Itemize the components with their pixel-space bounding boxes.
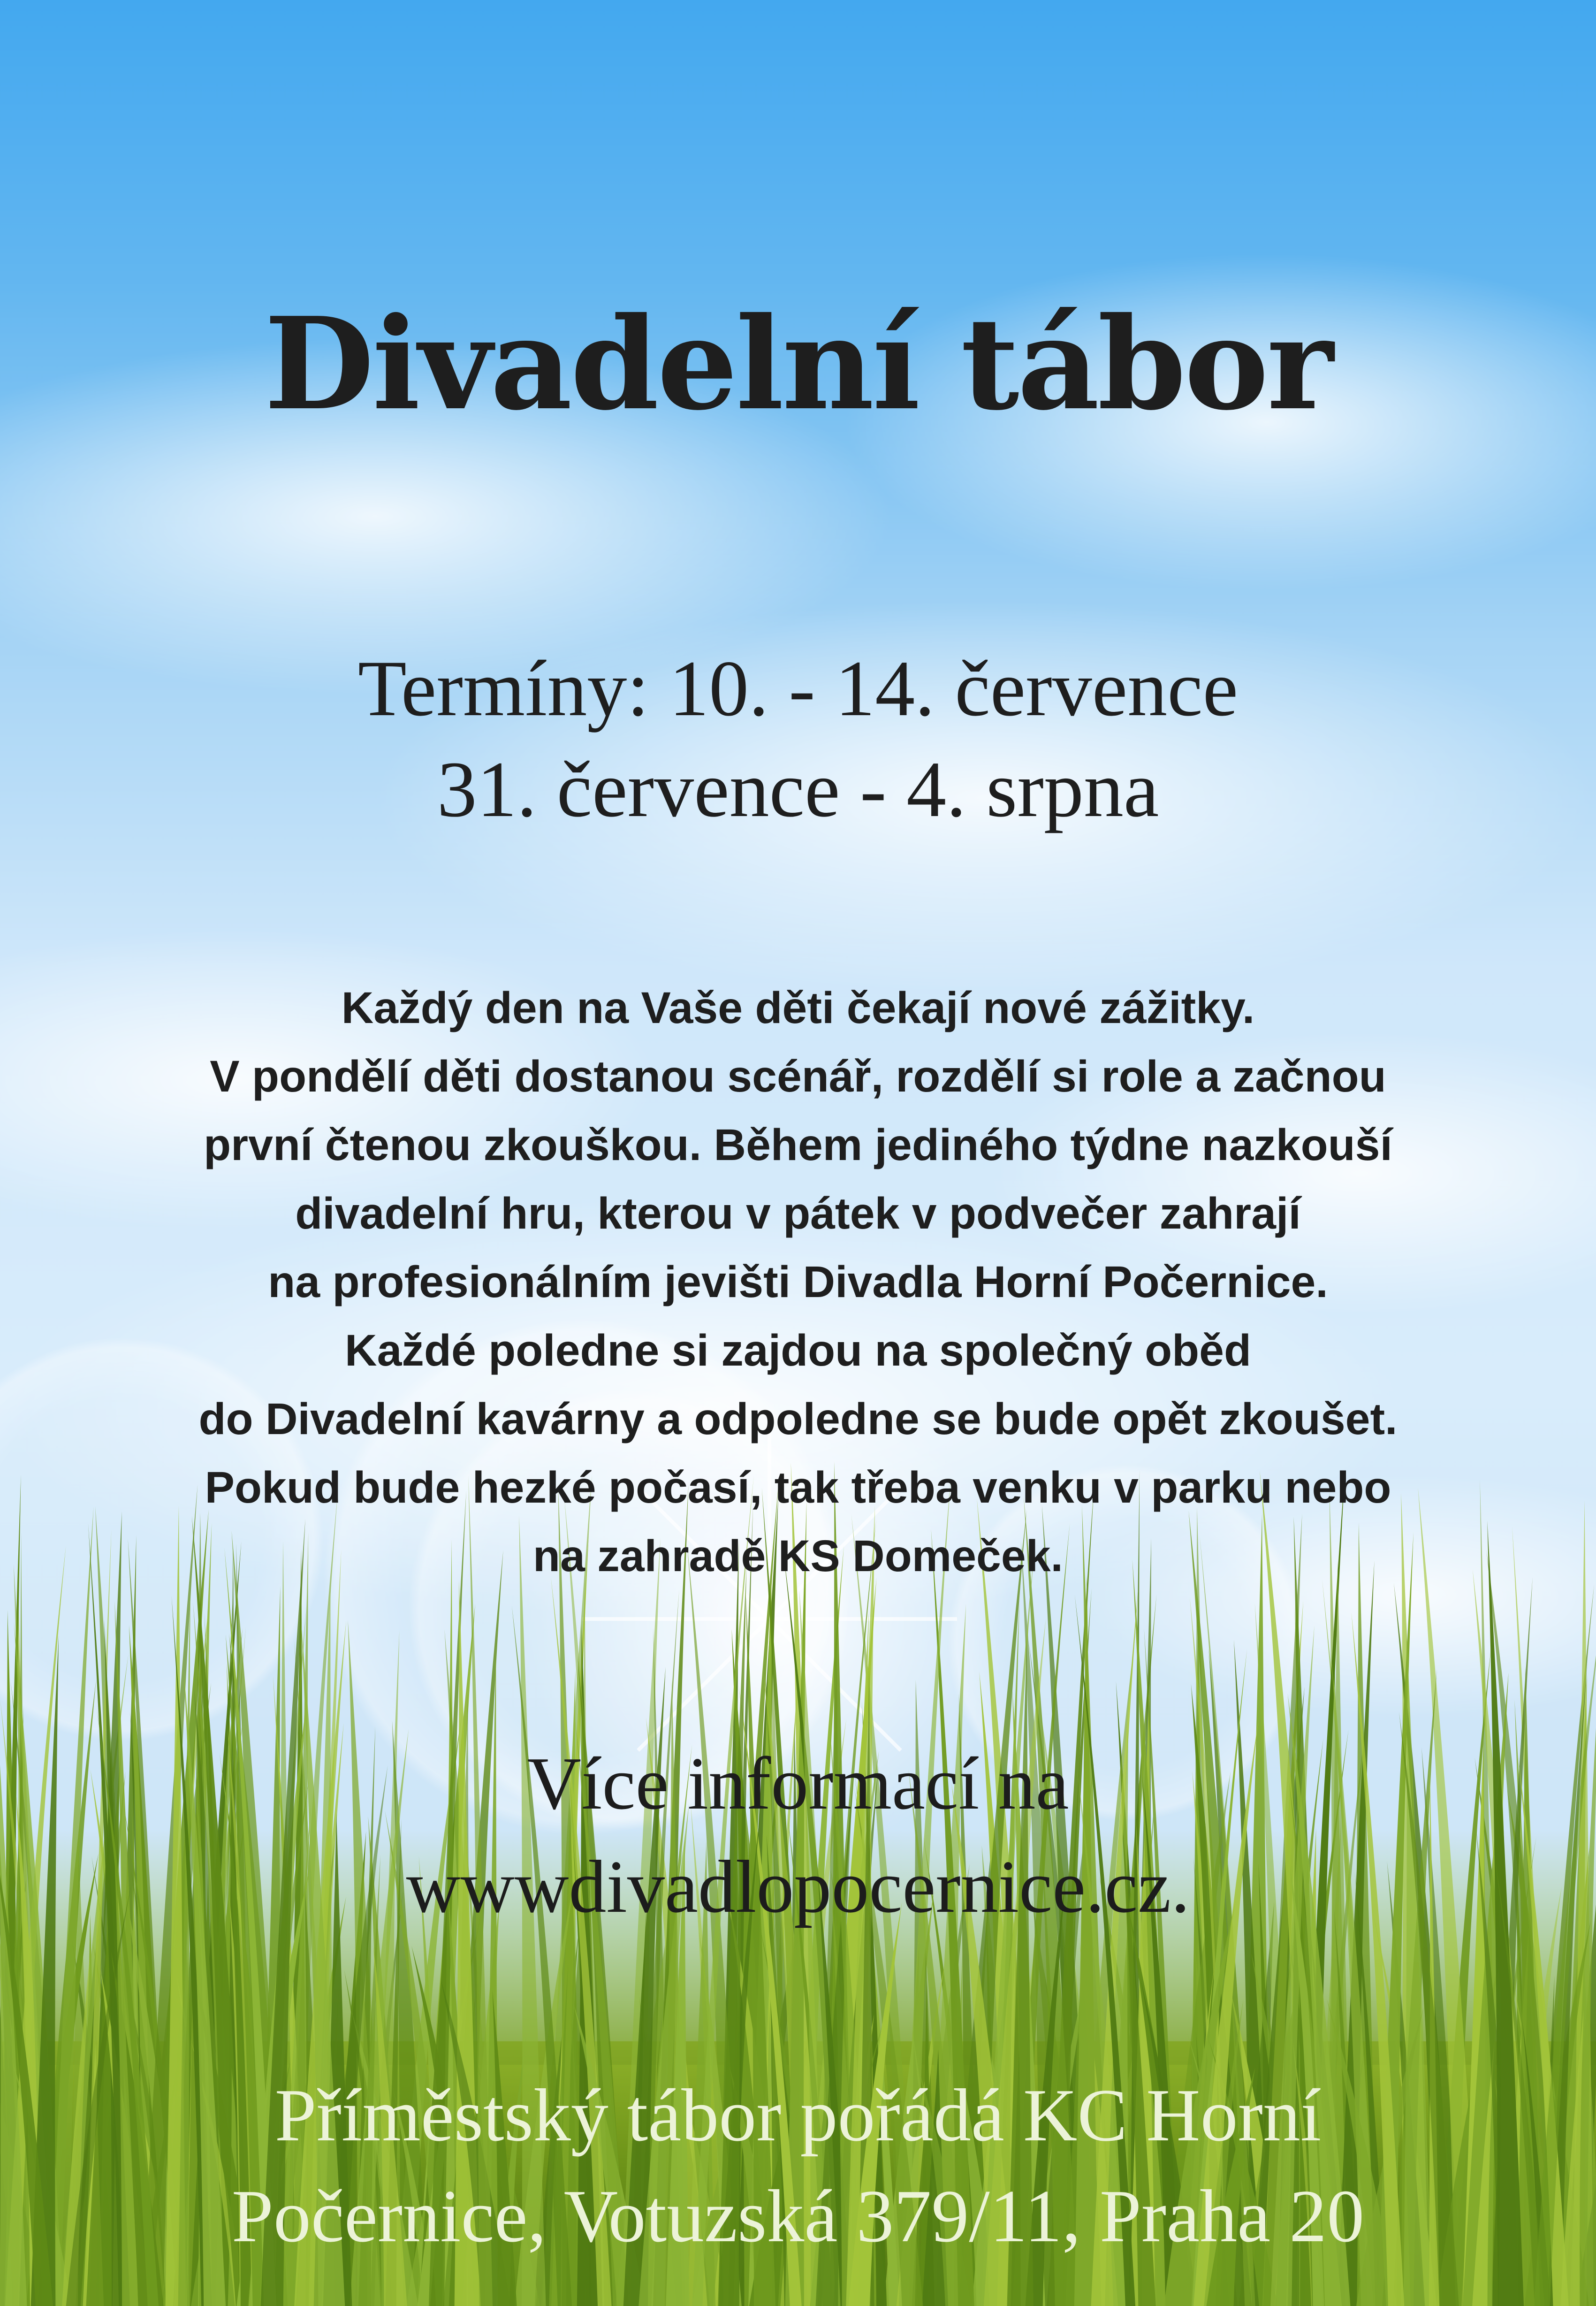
description <box>0 974 1596 1590</box>
organizer-line-1: Příměstský tábor pořádá KC Horní <box>274 2073 1322 2157</box>
dates-line-1: Termíny: 10. - 14. července <box>357 644 1239 733</box>
website-link[interactable]: wwwdivadlopocernice.cz. <box>406 1845 1190 1928</box>
organizer-line-2: Počernice, Votuzská 379/11, Praha 20 <box>231 2174 1365 2258</box>
more-info-line-1: Více informací na <box>527 1741 1069 1825</box>
description-line: divadelní hru, kterou v pátek v podvečer zahrají <box>295 1189 1301 1238</box>
description-line: Každé poledne si zajdou na společný oběd <box>344 1326 1251 1375</box>
more-info <box>0 1732 1596 1938</box>
description-line: na profesionálním jevišti Divadla Horní Počernice. <box>268 1257 1328 1307</box>
camp-dates <box>0 638 1596 840</box>
description-line: první čtenou zkouškou. Během jediného týdne nazkouší <box>204 1120 1392 1170</box>
page-title: Divadelní tábor <box>264 289 1332 438</box>
description-line: V pondělí děti dostanou scénář, rozdělí si role a začnou <box>210 1052 1386 1101</box>
dates-line-2: 31. července - 4. srpna <box>437 745 1159 833</box>
description-line: do Divadelní kavárny a odpoledne se bude opět zkoušet. <box>198 1394 1398 1444</box>
organizer <box>0 2065 1596 2267</box>
description-line: Pokud bude hezké počasí, tak třeba venku v parku nebo <box>205 1463 1391 1512</box>
description-line: Každý den na Vaše děti čekají nové zážitky. <box>341 983 1255 1033</box>
description-line: na zahradě KS Domeček. <box>533 1531 1063 1581</box>
